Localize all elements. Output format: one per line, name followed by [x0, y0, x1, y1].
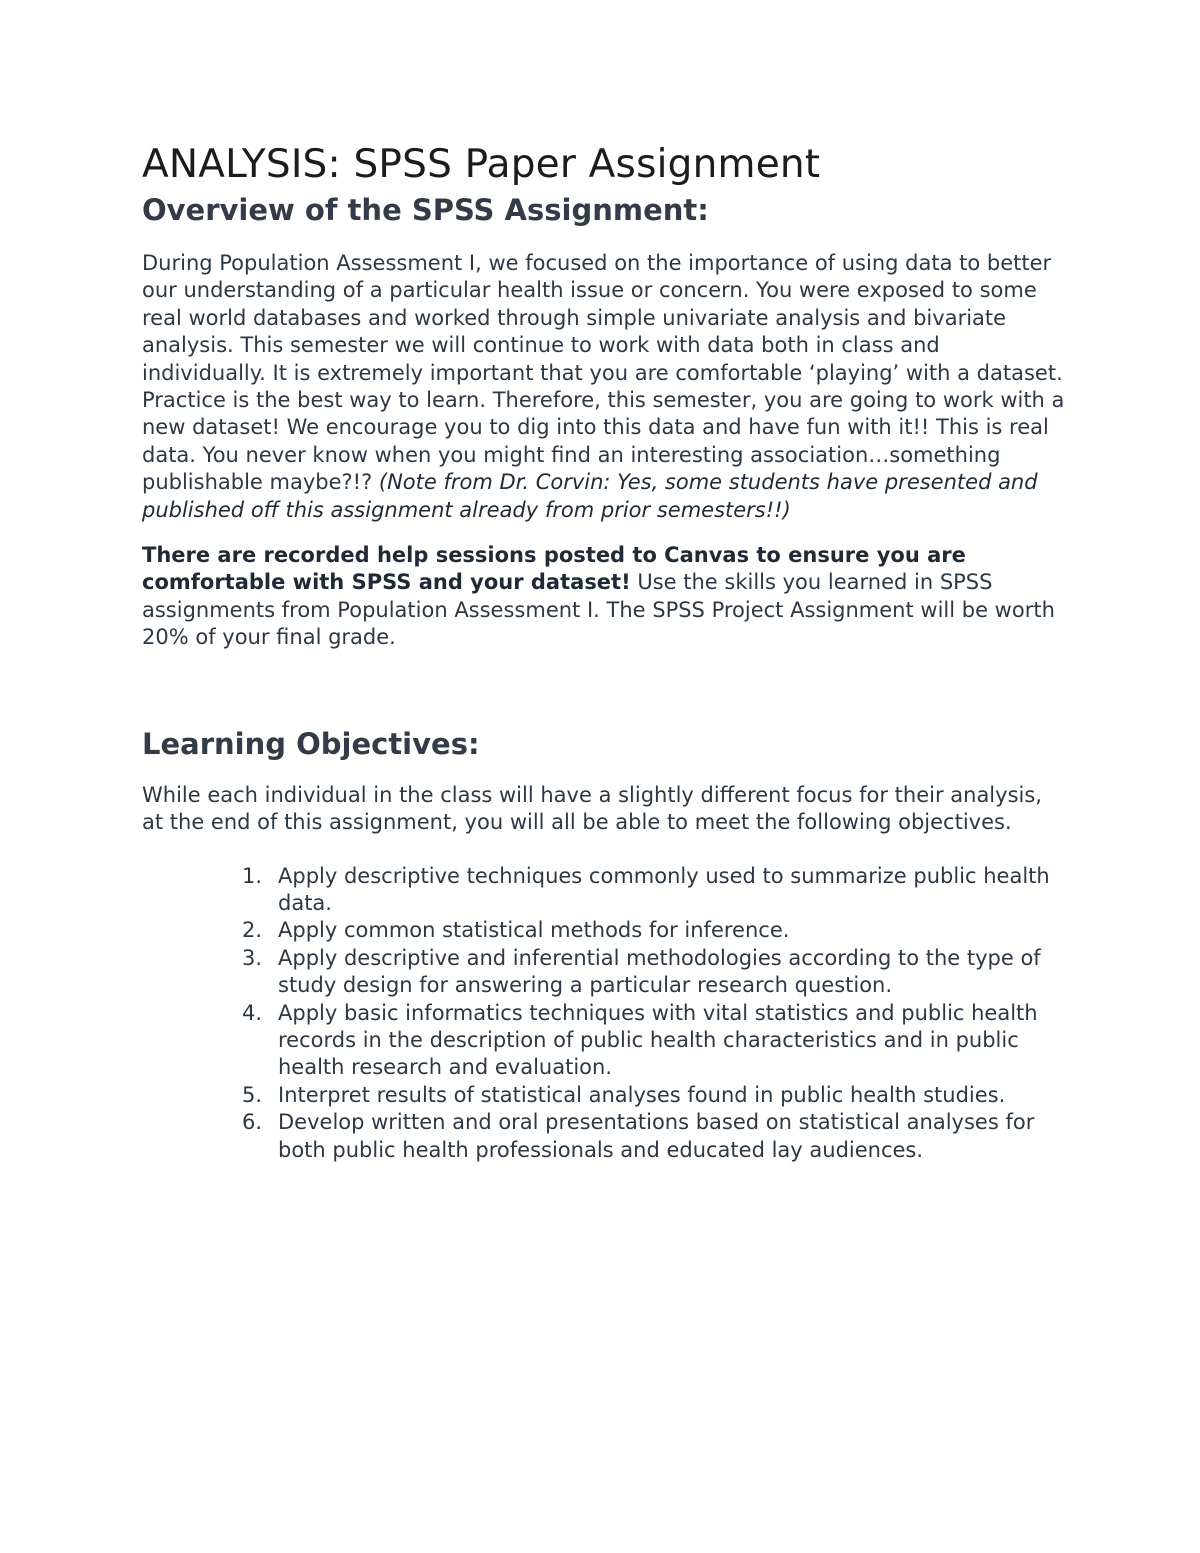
objective-text: Apply descriptive techniques commonly used to summarize public health data. [278, 863, 1050, 915]
objective-number: 3. [242, 945, 263, 970]
overview-paragraph-2 [142, 542, 1067, 652]
objective-text: Develop written and oral presentations based on statistical analyses for both public health professionals and educated lay audiences. [278, 1110, 1035, 1162]
objective-text: Apply basic informatics techniques with vital statistics and public health records in the description of public health characteristics and in public health research and evaluation. [278, 1000, 1038, 1080]
objective-item [142, 1082, 1067, 1109]
objective-text: Interpret results of statistical analyses found in public health studies. [278, 1082, 1006, 1107]
objective-text: Apply descriptive and inferential methodologies according to the type of study design for answering a particular research question. [278, 945, 1041, 998]
overview-paragraph-2-bold: There are recorded help sessions posted to Canvas to ensure you are comfortable with SPSS and your dataset! [142, 543, 966, 595]
objectives-intro: While each individual in the class will have a slightly different focus for their analysis, at the end of this assignment, you will all be able to meet the following objectives. [142, 782, 1042, 835]
objective-number: 5. [242, 1082, 263, 1107]
objective-number: 6. [242, 1110, 263, 1135]
objectives-heading: Learning Objectives: [142, 726, 480, 761]
overview-paragraph-2-text: Use the skills you learned in SPSS assignments from Population Assessment I. The SPSS Project Assignment will be worth 20% of your final grade. [142, 570, 1055, 650]
overview-paragraph-1 [142, 250, 1067, 524]
objective-item [142, 1000, 1067, 1082]
objective-item [142, 863, 1067, 918]
objective-text: Apply common statistical methods for inference. [278, 918, 790, 943]
objective-item [142, 1109, 1067, 1164]
objective-number: 1. [242, 863, 263, 888]
document-page [142, 140, 1072, 1164]
objective-item [142, 917, 1067, 944]
document-title: ANALYSIS: SPSS Paper Assignment [142, 142, 821, 187]
objectives-list [142, 863, 1067, 1164]
overview-heading: Overview of the SPSS Assignment: [142, 193, 709, 227]
overview-paragraph-1-text: During Population Assessment I, we focused on the importance of using data to better our understanding of a particular health issue or concern. You were exposed to some real world databases and worked through simple univariate analysis and bivariate analysis. This semester we will continue to work with data both in class and individually. It is extremely important that you are comfortable ‘playing’ with a dataset. Practice is the best way to learn. Therefore, this semester, you are going to work with a new dataset! We encourage you to dig into this data and have fun with it!! This is real data. You never know when you might find an interesting association…something publishable maybe?!? [142, 251, 1065, 495]
objective-item [142, 945, 1067, 1000]
objective-number: 4. [242, 1000, 263, 1025]
overview-paragraph-1-note: (Note from Dr. Corvin: Yes, some students have presented and published off this assignment already from prior semesters!!) [142, 470, 1038, 522]
objective-number: 2. [242, 918, 263, 943]
